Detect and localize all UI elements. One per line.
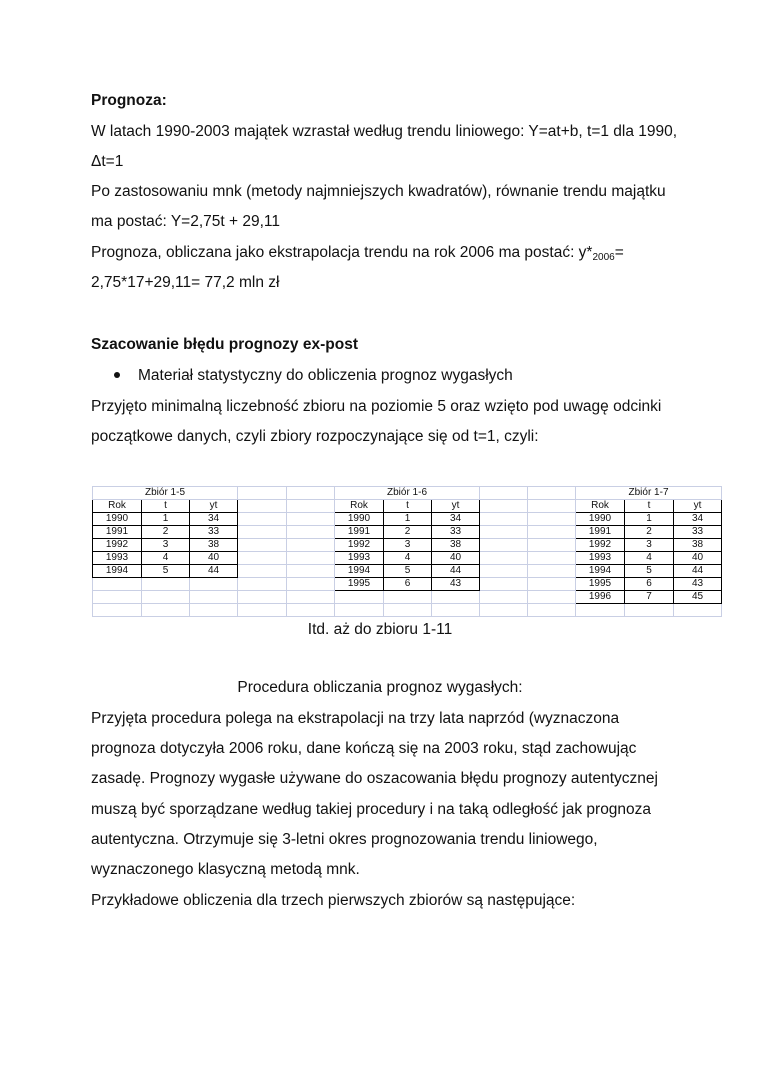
sheet-row: [93, 513, 722, 526]
sheet-cell: [287, 487, 335, 500]
table-cell: 3: [142, 539, 190, 552]
table-cell: 1992: [335, 539, 384, 552]
sheet-cell: [238, 565, 287, 578]
sheet-cell: [528, 526, 576, 539]
table-title: Zbiór 1-7: [576, 487, 722, 500]
table-cell: 44: [432, 565, 480, 578]
sheet-cell: [142, 591, 190, 604]
sheet-cell: [528, 513, 576, 526]
sheet-row: [93, 591, 722, 604]
table-header: yt: [432, 500, 480, 513]
sheet-cell: [674, 604, 722, 617]
prognoza-heading: Prognoza:: [91, 92, 167, 109]
table-cell: 2: [384, 526, 432, 539]
szacowanie-heading: Szacowanie błędu prognozy ex-post: [91, 336, 358, 353]
procedura-line-4: muszą być sporządzane według takiej procedury i na taką odległość jak prognoza: [91, 801, 652, 818]
itd-note: Itd. aż do zbioru 1-11: [307, 621, 453, 638]
table-header: yt: [190, 500, 238, 513]
datasets-spreadsheet: [92, 486, 722, 617]
sheet-cell: [142, 578, 190, 591]
sheet-row: [93, 500, 722, 513]
szacowanie-bullet: Materiał statystyczny do obliczenia prognoz wygasłych: [138, 367, 513, 384]
table-cell: 33: [674, 526, 722, 539]
sheet-cell: [480, 500, 528, 513]
sheet-cell: [528, 500, 576, 513]
table-header: t: [384, 500, 432, 513]
sheet-cell: [238, 487, 287, 500]
sheet-cell: [287, 539, 335, 552]
table-cell: 1991: [93, 526, 142, 539]
table-cell: 1991: [576, 526, 625, 539]
table-cell: 40: [432, 552, 480, 565]
procedura-heading: Procedura obliczania prognoz wygasłych:: [237, 679, 523, 696]
table-header: Rok: [335, 500, 384, 513]
table-cell: 1: [142, 513, 190, 526]
table-cell: 6: [625, 578, 674, 591]
sheet-row: [93, 604, 722, 617]
table-cell: 3: [384, 539, 432, 552]
sheet-cell: [238, 591, 287, 604]
sheet-cell: [384, 604, 432, 617]
sheet-cell: [238, 500, 287, 513]
szacowanie-line-2: początkowe danych, czyli zbiory rozpoczynające się od t=1, czyli:: [91, 428, 539, 445]
table-cell: 1994: [335, 565, 384, 578]
sheet-row: [93, 565, 722, 578]
table-cell: 1990: [335, 513, 384, 526]
sheet-cell: [287, 591, 335, 604]
sheet-cell: [384, 591, 432, 604]
sheet-cell: [287, 500, 335, 513]
sheet-cell: [93, 591, 142, 604]
table-cell: 1990: [576, 513, 625, 526]
table-header: Rok: [93, 500, 142, 513]
sheet-cell: [432, 591, 480, 604]
table-cell: 5: [625, 565, 674, 578]
sheet-cell: [528, 604, 576, 617]
sheet-cell: [287, 578, 335, 591]
table-cell: 3: [625, 539, 674, 552]
table-cell: 5: [384, 565, 432, 578]
prognoza-line-6: 2,75*17+29,11= 77,2 mln zł: [91, 274, 280, 291]
sheet-cell: [287, 565, 335, 578]
procedura-line-5: autentyczna. Otrzymuje się 3-letni okres prognozowania trendu liniowego,: [91, 831, 598, 848]
sheet-cell: [335, 604, 384, 617]
sheet-row: [93, 552, 722, 565]
sheet-cell: [528, 552, 576, 565]
sheet-cell: [480, 513, 528, 526]
table-cell: 40: [190, 552, 238, 565]
sheet-cell: [480, 526, 528, 539]
table-cell: 43: [432, 578, 480, 591]
prognoza-line-2: Δt=1: [91, 153, 124, 170]
procedura-line-3: zasadę. Prognozy wygasłe używane do oszacowania błędu prognozy autentycznej: [91, 770, 658, 787]
sheet-cell: [238, 552, 287, 565]
table-cell: 1: [384, 513, 432, 526]
table-cell: 34: [432, 513, 480, 526]
table-cell: 1: [625, 513, 674, 526]
sheet-cell: [287, 513, 335, 526]
table-cell: 1996: [576, 591, 625, 604]
prognoza-line-3: Po zastosowaniu mnk (metody najmniejszych kwadratów), równanie trendu majątku: [91, 183, 666, 200]
sheet-cell: [238, 539, 287, 552]
table-cell: 1990: [93, 513, 142, 526]
table-cell: 44: [674, 565, 722, 578]
prognoza-line-5: [91, 243, 624, 268]
sheet-cell: [238, 604, 287, 617]
procedura-line-2: prognoza dotyczyła 2006 roku, dane kończą się na 2003 roku, stąd zachowując: [91, 740, 637, 757]
table-cell: 43: [674, 578, 722, 591]
sheet-cell: [480, 552, 528, 565]
sheet-cell: [480, 487, 528, 500]
sheet-cell: [480, 565, 528, 578]
sheet-cell: [528, 591, 576, 604]
table-cell: 40: [674, 552, 722, 565]
table-cell: 33: [432, 526, 480, 539]
sheet-cell: [190, 578, 238, 591]
prognoza-line-1: W latach 1990-2003 majątek wzrastał według trendu liniowego: Y=at+b, t=1 dla 1990,: [91, 123, 678, 140]
sheet-cell: [528, 578, 576, 591]
sheet-row: [93, 487, 722, 500]
sheet-cell: [287, 604, 335, 617]
table-title: Zbiór 1-6: [335, 487, 480, 500]
sheet-cell: [93, 604, 142, 617]
table-cell: 1995: [335, 578, 384, 591]
sheet-cell: [528, 565, 576, 578]
sheet-cell: [238, 578, 287, 591]
sheet-row: [93, 526, 722, 539]
table-cell: 45: [674, 591, 722, 604]
table-cell: 1991: [335, 526, 384, 539]
table-cell: 38: [190, 539, 238, 552]
procedura-line-1: Przyjęta procedura polega na ekstrapolacji na trzy lata naprzód (wyznaczona: [91, 710, 620, 727]
sheet-cell: [576, 604, 625, 617]
table-header: t: [625, 500, 674, 513]
table-cell: 38: [674, 539, 722, 552]
table-header: t: [142, 500, 190, 513]
table-cell: 44: [190, 565, 238, 578]
sheet-cell: [142, 604, 190, 617]
table-cell: 4: [625, 552, 674, 565]
procedura-line-6: wyznaczonego klasyczną metodą mnk.: [91, 861, 360, 878]
sheet-cell: [432, 604, 480, 617]
sheet-cell: [238, 526, 287, 539]
table-cell: 34: [674, 513, 722, 526]
table-cell: 1992: [576, 539, 625, 552]
table-cell: 4: [384, 552, 432, 565]
table-cell: 7: [625, 591, 674, 604]
sheet-cell: [625, 604, 674, 617]
table-cell: 1992: [93, 539, 142, 552]
table-cell: 2: [142, 526, 190, 539]
sheet-cell: [335, 591, 384, 604]
sheet-cell: [287, 552, 335, 565]
table-cell: 33: [190, 526, 238, 539]
bullet-icon: [114, 372, 120, 378]
table-cell: 1994: [576, 565, 625, 578]
sheet-cell: [528, 539, 576, 552]
szacowanie-line-1: Przyjęto minimalną liczebność zbioru na poziomie 5 oraz wzięto pod uwagę odcinki: [91, 398, 662, 415]
table-header: yt: [674, 500, 722, 513]
sheet-cell: [480, 578, 528, 591]
sheet-row: [93, 539, 722, 552]
table-cell: 1993: [93, 552, 142, 565]
sheet-cell: [480, 604, 528, 617]
table-cell: 1994: [93, 565, 142, 578]
procedura-line-7: Przykładowe obliczenia dla trzech pierwszych zbiorów są następujące:: [91, 892, 576, 909]
sheet-cell: [190, 591, 238, 604]
table-cell: 6: [384, 578, 432, 591]
table-cell: 1993: [576, 552, 625, 565]
table-cell: 1995: [576, 578, 625, 591]
table-cell: 2: [625, 526, 674, 539]
prognoza-line-5-text: Prognoza, obliczana jako ekstrapolacja trendu na rok 2006 ma postać: y*: [91, 244, 593, 261]
prognoza-line-5-tail: =: [614, 244, 624, 261]
sheet-cell: [238, 513, 287, 526]
table-cell: 38: [432, 539, 480, 552]
sheet-cell: [480, 591, 528, 604]
sheet-cell: [190, 604, 238, 617]
table-header: Rok: [576, 500, 625, 513]
sheet-row: [93, 578, 722, 591]
sheet-cell: [287, 526, 335, 539]
table-cell: 5: [142, 565, 190, 578]
table-cell: 1993: [335, 552, 384, 565]
prognoza-line-4: ma postać: Y=2,75t + 29,11: [91, 213, 281, 230]
prognoza-line-5-subscript: 2006: [592, 252, 615, 263]
sheet-cell: [528, 487, 576, 500]
table-cell: 34: [190, 513, 238, 526]
table-title: Zbiór 1-5: [93, 487, 238, 500]
table-cell: 4: [142, 552, 190, 565]
sheet-cell: [93, 578, 142, 591]
sheet-cell: [480, 539, 528, 552]
